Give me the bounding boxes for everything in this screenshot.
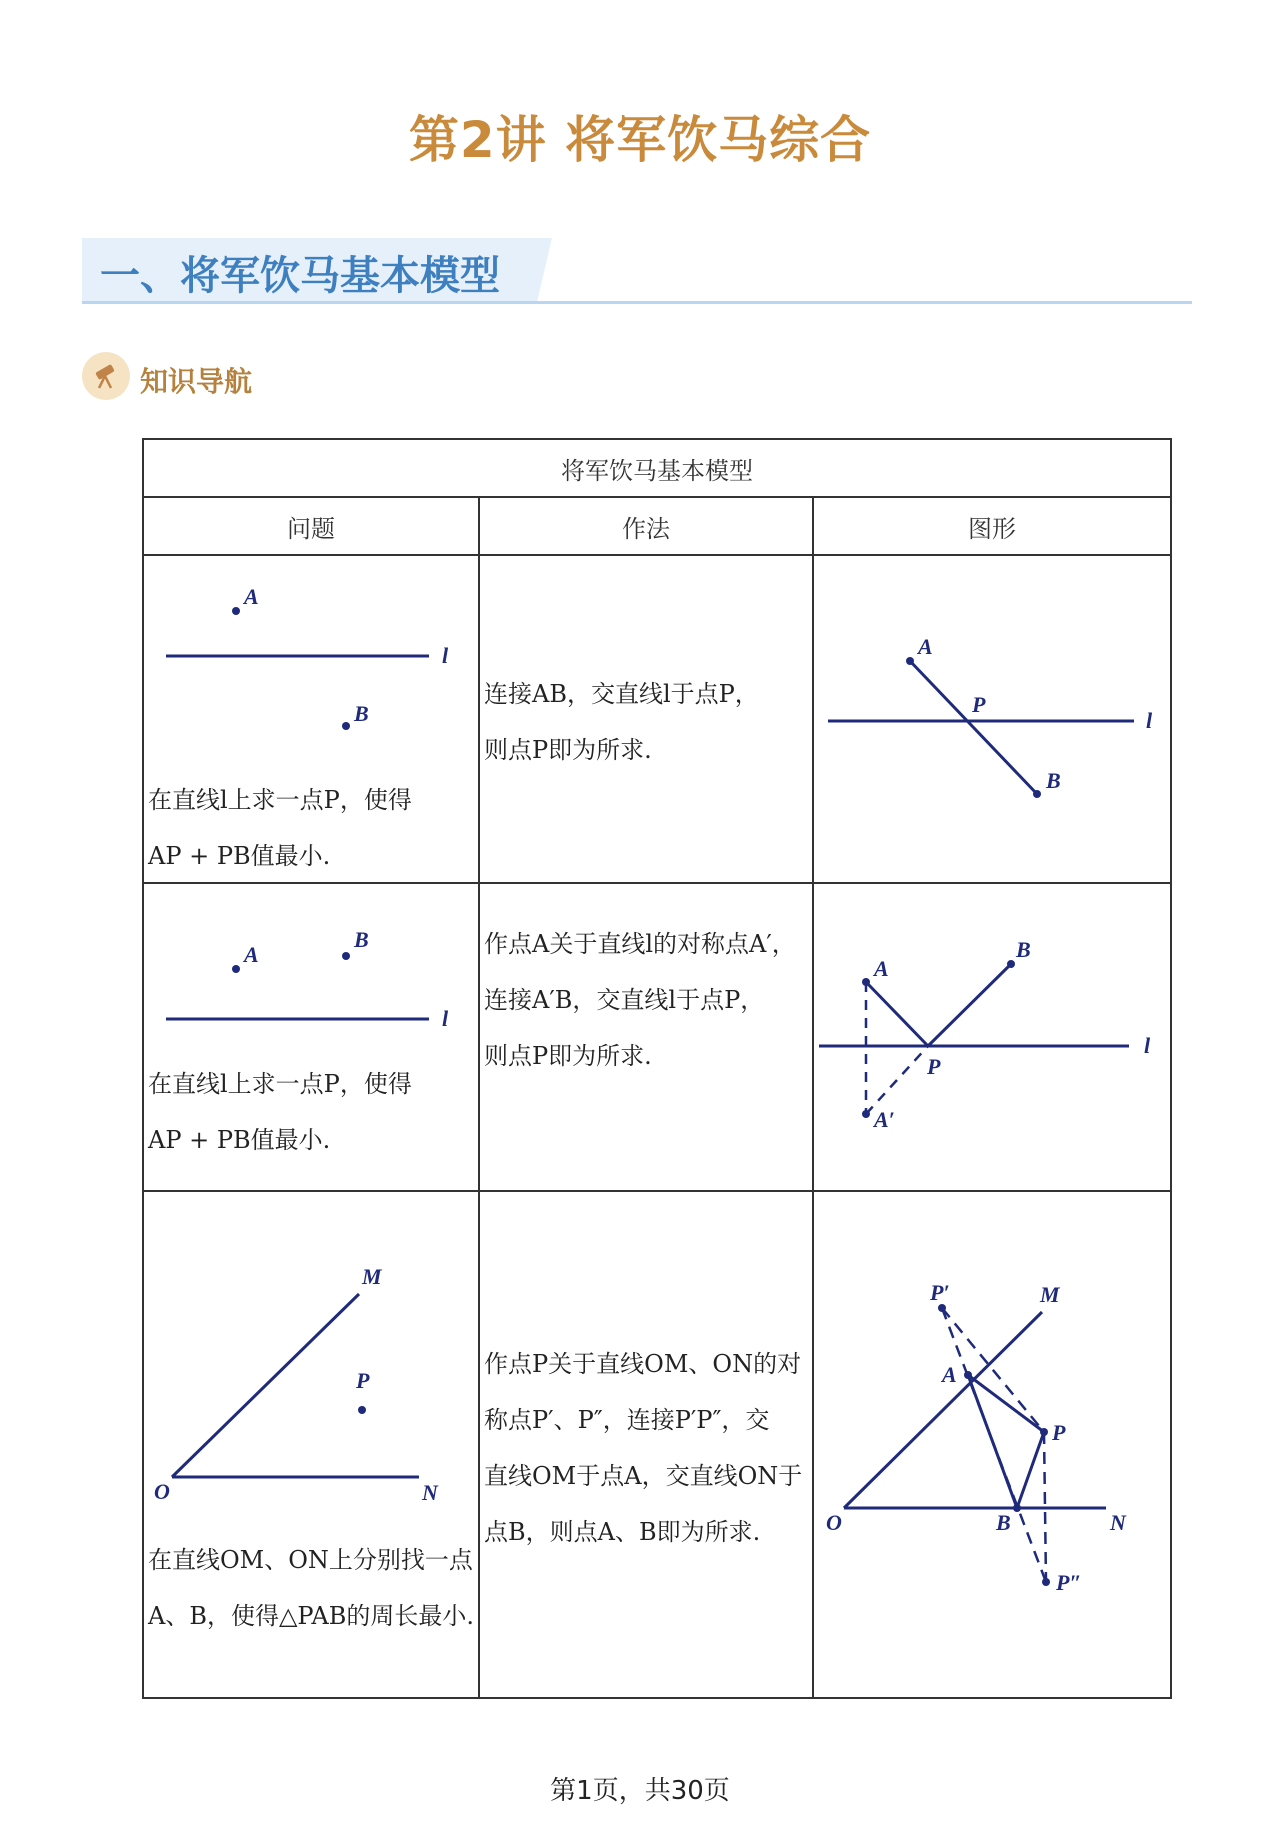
problem-text-1: 在直线OM、ON上分别找一点: [148, 1546, 473, 1574]
point-a: [232, 607, 240, 615]
section-title: 一、将军饮马基本模型: [100, 253, 500, 299]
segment-ap: [866, 982, 928, 1046]
problem-text-2: AP + PB值最小.: [148, 1126, 331, 1154]
label-a-prime: A′: [874, 1107, 895, 1132]
method-cell: [479, 555, 813, 883]
ray-om: [172, 1294, 359, 1477]
solution-figure: [814, 556, 1168, 876]
problem-cell: [143, 1191, 479, 1698]
table-row: [143, 883, 1171, 1191]
section-header: [82, 238, 1192, 304]
problem-text-2: A、B，使得△PAB的周长最小.: [148, 1602, 474, 1630]
figure-cell: [813, 555, 1171, 883]
label-m: M: [1040, 1282, 1060, 1307]
label-p: P: [356, 1368, 370, 1393]
label-l: l: [442, 643, 449, 668]
telescope-icon: [82, 352, 130, 400]
label-l: l: [442, 1006, 449, 1031]
point-b: [1007, 960, 1015, 968]
solution-figure: [814, 884, 1168, 1184]
model-table: [142, 438, 1172, 1699]
label-o: O: [826, 1510, 842, 1535]
label-n: N: [422, 1480, 438, 1505]
label-p: P: [972, 692, 986, 717]
method-line: 连接A′B，交直线l于点P，: [484, 986, 765, 1014]
point-p: [1040, 1428, 1048, 1436]
label-b: B: [996, 1510, 1011, 1535]
label-a: A: [244, 584, 259, 609]
segment-pb: [928, 964, 1011, 1046]
label-b: B: [354, 701, 369, 726]
point-b: [1033, 790, 1041, 798]
point-a-prime: [862, 1110, 870, 1118]
figure-cell: [813, 883, 1171, 1191]
header-problem: 问题: [143, 497, 479, 555]
segment-ab: [910, 661, 1037, 794]
segment-bp: [1017, 1432, 1044, 1508]
problem-figure: [144, 1192, 474, 1512]
problem-figure: [144, 884, 474, 1044]
section-header-underline: [82, 301, 1192, 304]
method-line: 作点A关于直线l的对称点A′，: [484, 930, 796, 958]
method-line: 连接AB，交直线l于点P，: [484, 680, 759, 708]
point-b: [342, 722, 350, 730]
label-a: A: [874, 956, 889, 981]
page-footer: 第1页，共30页: [550, 1776, 730, 1806]
label-a: A: [942, 1362, 957, 1387]
label-a: A: [244, 942, 259, 967]
point-p-dprime: [1042, 1578, 1050, 1586]
method-line: 直线OM于点A，交直线ON于: [484, 1462, 803, 1490]
label-m: M: [362, 1264, 382, 1289]
method-line: 称点P′、P″，连接P′P″，交: [484, 1406, 770, 1434]
solution-figure: [814, 1192, 1168, 1692]
label-p-prime: P′: [930, 1280, 950, 1305]
problem-cell: [143, 555, 479, 883]
method-line: 则点P即为所求.: [484, 736, 652, 764]
label-n: N: [1110, 1510, 1126, 1535]
problem-text-1: 在直线l上求一点P，使得: [148, 786, 412, 814]
table-row: [143, 555, 1171, 883]
label-b: B: [1016, 937, 1031, 962]
point-a: [232, 965, 240, 973]
label-l: l: [1144, 1033, 1151, 1058]
method-line: 点B，则点A、B即为所求.: [484, 1518, 761, 1546]
problem-text-2: AP + PB值最小.: [148, 842, 331, 870]
point-p: [358, 1406, 366, 1414]
figure-cell: [813, 1191, 1171, 1698]
point-a: [964, 1371, 972, 1379]
label-a: A: [918, 634, 933, 659]
method-line: 则点P即为所求.: [484, 1042, 652, 1070]
segment-a-prime-p: [866, 1046, 928, 1114]
problem-cell: [143, 883, 479, 1191]
method-cell: [479, 883, 813, 1191]
table-row: [143, 1191, 1171, 1698]
label-p: P: [1052, 1420, 1066, 1445]
label-b: B: [354, 927, 369, 952]
page-title: 第2讲 将军饮马综合: [408, 111, 872, 169]
method-cell: [479, 1191, 813, 1698]
header-figure: 图形: [813, 497, 1171, 555]
label-p-dprime: P″: [1056, 1570, 1082, 1595]
point-b: [1013, 1504, 1021, 1512]
label-o: O: [154, 1479, 170, 1504]
point-p-prime: [938, 1304, 946, 1312]
point-a: [906, 657, 914, 665]
problem-text-1: 在直线l上求一点P，使得: [148, 1070, 412, 1098]
point-a: [862, 978, 870, 986]
problem-figure: [144, 556, 474, 756]
label-b: B: [1046, 768, 1061, 793]
header-method: 作法: [479, 497, 813, 555]
label-l: l: [1146, 708, 1153, 733]
method-line: 作点P关于直线OM、ON的对: [484, 1350, 802, 1378]
label-p: P: [927, 1054, 941, 1079]
table-caption: 将军饮马基本模型: [143, 439, 1171, 497]
point-b: [342, 952, 350, 960]
nav-label: 知识导航: [140, 365, 253, 398]
